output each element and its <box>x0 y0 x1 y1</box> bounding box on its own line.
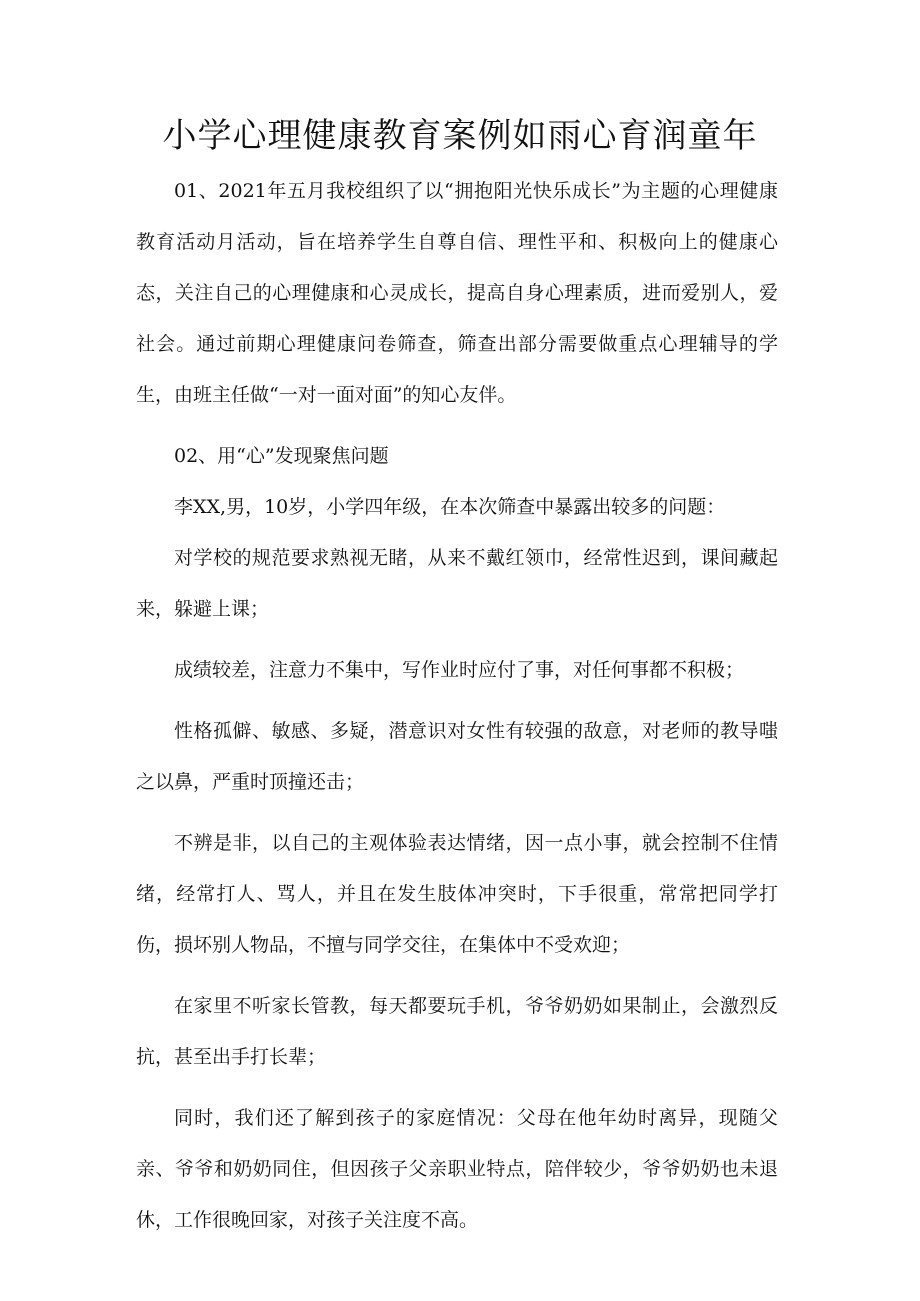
paragraph-home: 在家里不听家长管教，每天都要玩手机，爷爷奶奶如果制止，会激烈反抗，甚至出手打长辈； <box>136 995 778 1068</box>
paragraph-student-profile: 李XX,男，10岁，小学四年级，在本次筛查中暴露出较多的问题： <box>174 496 726 518</box>
section-heading-02: 02、用“心”发现聚焦问题 <box>174 445 389 467</box>
paragraph-family: 同时，我们还了解到孩子的家庭情况：父母在他年幼时离异，现随父亲、爷爷和奶奶同住，但因孩子父亲职业特点，陪伴较少，爷爷奶奶也未退休，工作很晚回家，对孩子关注度不高。 <box>136 1107 778 1231</box>
paragraph-personality: 性格孤僻、敏感、多疑，潜意识对女性有较强的敌意，对老师的教导嗤之以鼻，严重时顶撞还击； <box>136 720 778 793</box>
paragraph-grades: 成绩较差，注意力不集中，写作业时应付了事，对任何事都不积极； <box>174 659 745 681</box>
document-title: 小学心理健康教育案例如雨心育润童年 <box>162 116 758 156</box>
paragraph-school-rules: 对学校的规范要求熟视无睹，从来不戴红领巾，经常性迟到，课间藏起来，躲避上课； <box>136 547 778 620</box>
paragraph-behavior: 不辨是非，以自己的主观体验表达情绪，因一点小事，就会控制不住情绪，经常打人、骂人，并且在发生肢体冲突时，下手很重，常常把同学打伤，损坏别人物品，不擅与同学交往，在集体中不受欢迎； <box>136 832 778 956</box>
document-body <box>136 166 778 1256</box>
paragraph-intro: 01、2021年五月我校组织了以“拥抱阳光快乐成长”为主题的心理健康教育活动月活动，旨在培养学生自尊自信、理性平和、积极向上的健康心态，关注自己的心理健康和心灵成长，提高自身心理素质，进而爱别人，爱社会。通过前期心理健康问卷筛查，筛查出部分需要做重点心理辅导的学生，由班主任做“一对一面对面”的知心友伴。 <box>136 180 778 406</box>
